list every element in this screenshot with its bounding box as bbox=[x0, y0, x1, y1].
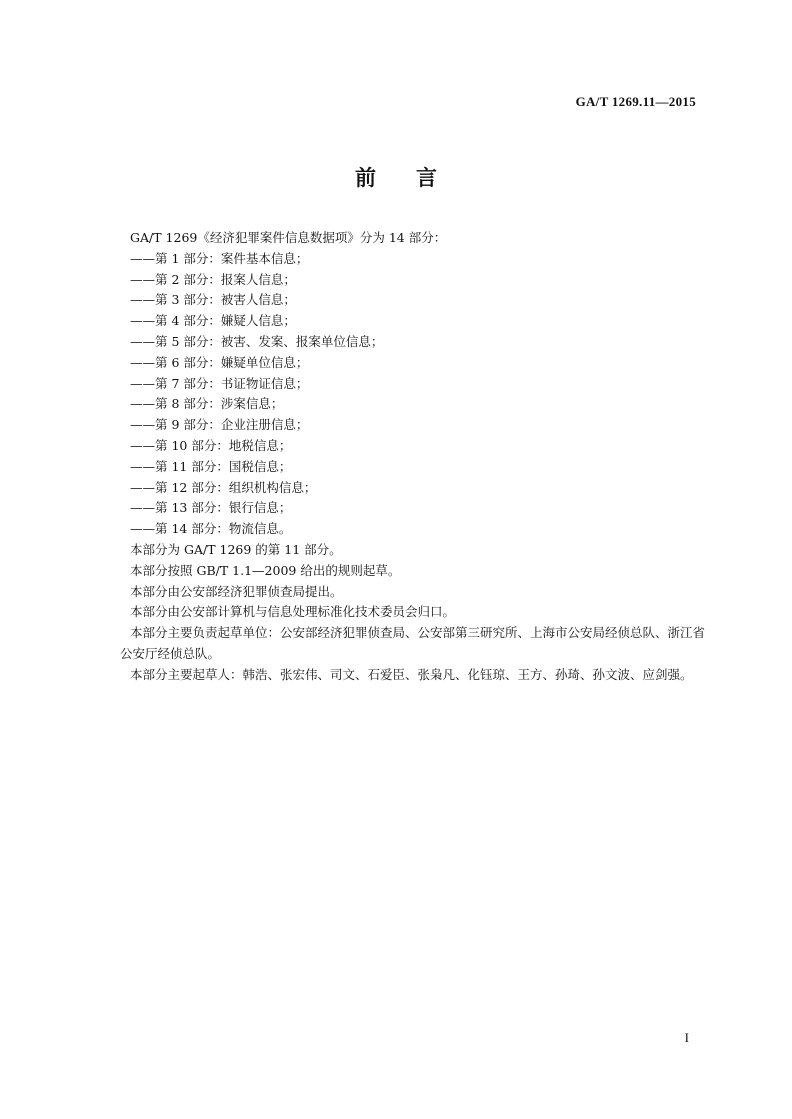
part-item: ——第 6 部分：嫌疑单位信息； bbox=[130, 354, 309, 370]
part-item: ——第 10 部分：地税信息； bbox=[130, 437, 292, 453]
part-item: ——第 13 部分：银行信息； bbox=[130, 500, 292, 516]
statement-drafting-rules: 本部分按照 GB/T 1.1—2009 给出的规则起草。 bbox=[130, 562, 401, 578]
part-item: ——第 12 部分：组织机构信息； bbox=[130, 479, 317, 495]
part-item: ——第 9 部分：企业注册信息； bbox=[130, 417, 309, 433]
title-char-2: 言 bbox=[416, 166, 437, 190]
part-item: ——第 3 部分：被害人信息； bbox=[130, 292, 296, 308]
part-item: ——第 11 部分：国税信息； bbox=[130, 458, 292, 474]
intro-line: GA/T 1269《经济犯罪案件信息数据项》分为 14 部分： bbox=[130, 230, 447, 245]
document-code: GA/T 1269.11—2015 bbox=[575, 94, 696, 109]
statement-under-jurisdiction: 本部分由公安部计算机与信息处理标准化技术委员会归口。 bbox=[130, 604, 456, 620]
preface-body bbox=[120, 228, 712, 686]
statement-proposed-by: 本部分由公安部经济犯罪侦查局提出。 bbox=[130, 583, 343, 599]
statement-drafting-units: 本部分主要负责起草单位：公安部经济犯罪侦查局、公安部第三研究所、上海市公安局经侦总队、浙江省公安厅经侦总队。 bbox=[120, 625, 706, 661]
part-item: ——第 5 部分：被害、发案、报案单位信息； bbox=[130, 333, 384, 349]
part-item: ——第 7 部分：书证物证信息； bbox=[130, 375, 309, 391]
statement-drafters: 本部分主要起草人：韩浩、张宏伟、司文、石爱臣、张枭凡、化钰琼、王方、孙琦、孙文波、应剑强。 bbox=[130, 666, 693, 682]
part-item: ——第 4 部分：嫌疑人信息； bbox=[130, 313, 296, 329]
statement-part-number: 本部分为 GA/T 1269 的第 11 部分。 bbox=[130, 541, 342, 557]
page-title bbox=[0, 162, 792, 192]
part-item: ——第 14 部分：物流信息。 bbox=[130, 521, 292, 537]
part-item: ——第 8 部分：涉案信息； bbox=[130, 396, 284, 412]
part-item: ——第 2 部分：报案人信息； bbox=[130, 271, 296, 287]
page-number: I bbox=[684, 1030, 689, 1045]
title-char-1: 前 bbox=[355, 166, 376, 190]
part-item: ——第 1 部分：案件基本信息； bbox=[130, 250, 309, 266]
